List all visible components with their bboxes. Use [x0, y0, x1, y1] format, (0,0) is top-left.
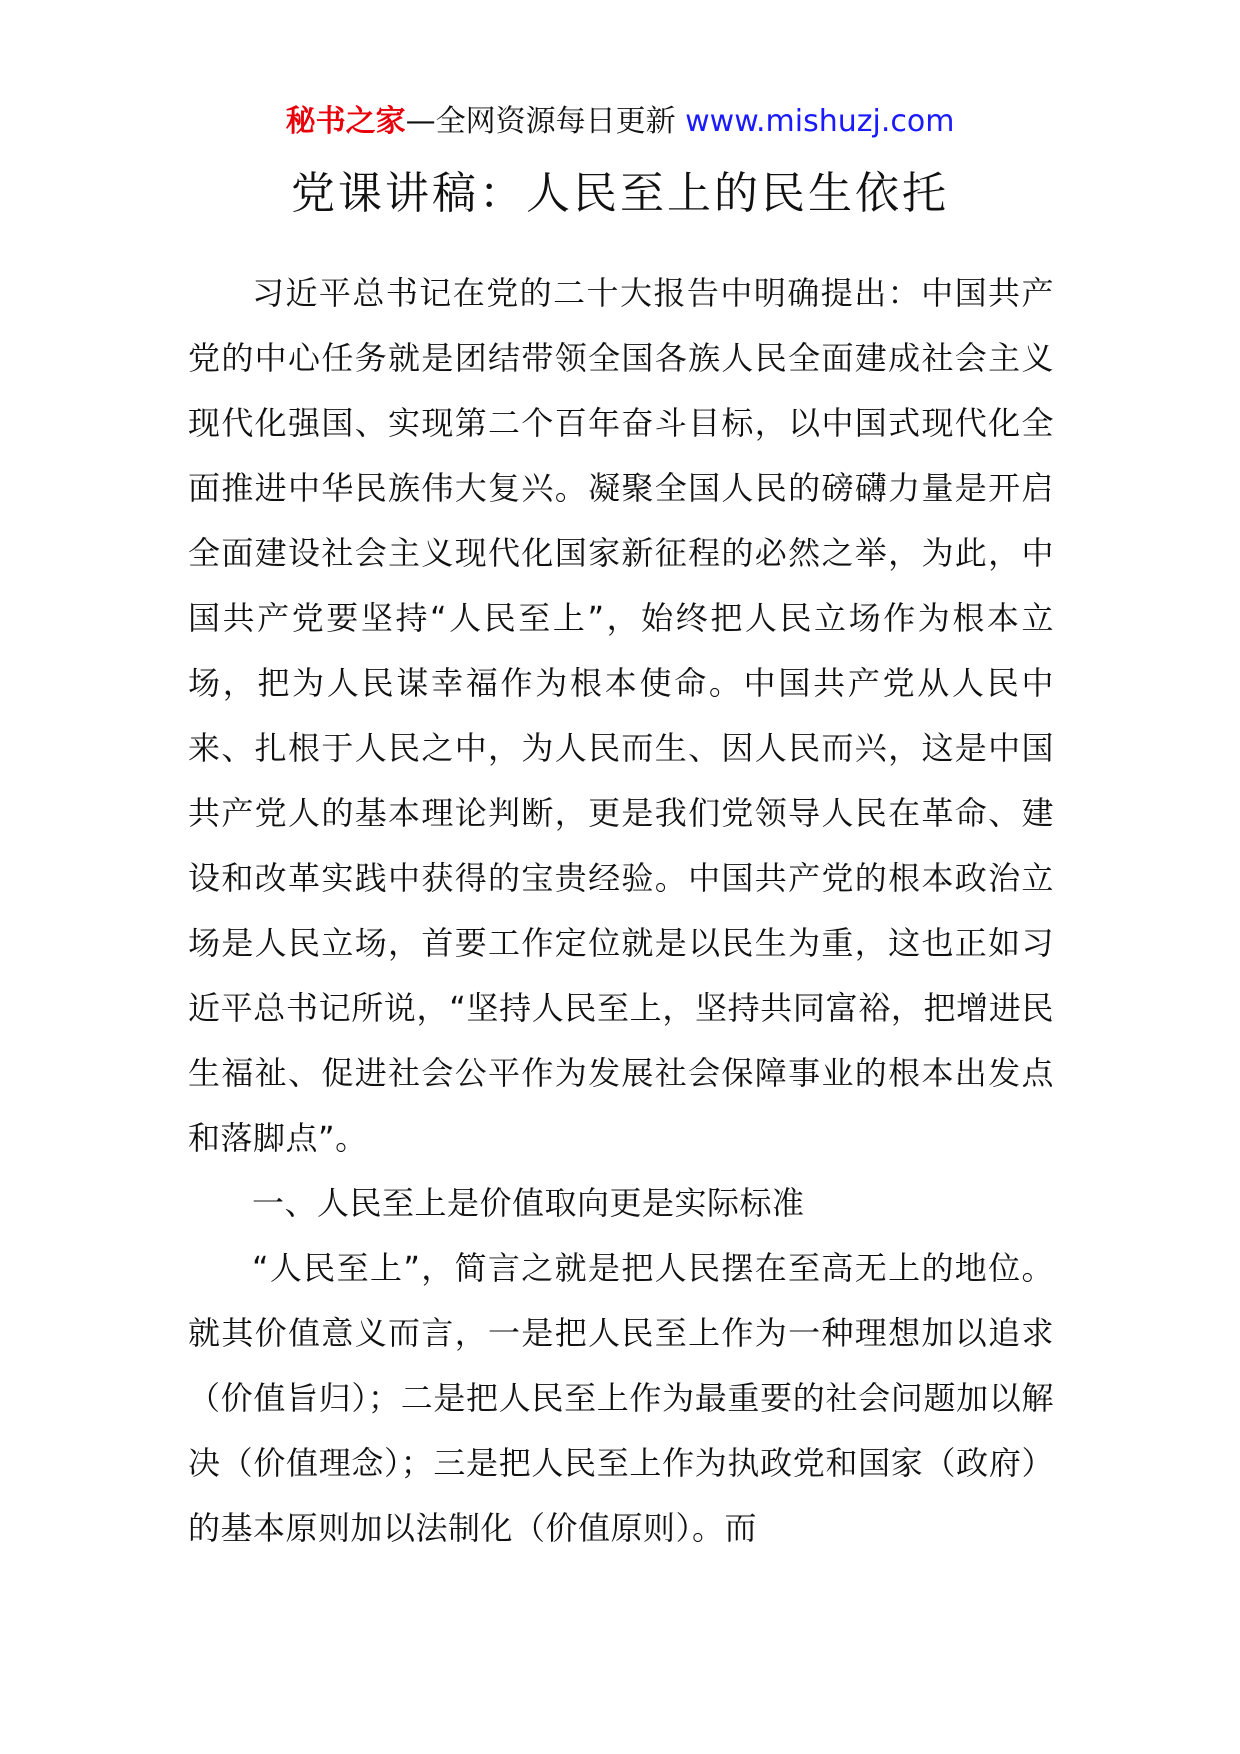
site-url-link[interactable]: www.mishuzj.com — [685, 104, 955, 139]
section-heading-1: 一、人民至上是价值取向更是实际标准 — [252, 1184, 805, 1222]
paragraph-intro: 习近平总书记在党的二十大报告中明确提出：中国共产党的中心任务就是团结带领全国各族人民全面建成社会主义现代化强国、实现第二个百年奋斗目标，以中国式现代化全面推进中华民族伟大复兴。凝聚全国人民的磅礴力量是开启全面建设社会主义现代化国家新征程的必然之举，为此，中国共产党要坚持“人民至上”，始终把人民立场作为根本立场，把为人民谋幸福作为根本使命。中国共产党从人民中来、扎根于人民之中，为人民而生、因人民而兴，这是中国共产党人的基本理论判断，更是我们党领导人民在革命、建设和改革实践中获得的宝贵经验。中国共产党的根本政治立场是人民立场，首要工作定位就是以民生为重，这也正如习近平总书记所说，“坚持人民至上，坚持共同富裕，把增进民生福祉、促进社会公平作为发展社会保障事业的根本出发点和落脚点”。 — [188, 274, 1054, 1157]
paragraph-section-1: “人民至上”，简言之就是把人民摆在至高无上的地位。就其价值意义而言，一是把人民至上作为一种理想加以追求（价值旨归）；二是把人民至上作为最重要的社会问题加以解决（价值理念）；三是把人民至上作为执政党和国家（政府）的基本原则加以法制化（价值原则）。而 — [188, 1249, 1054, 1547]
site-header — [0, 100, 1240, 144]
document-body — [188, 261, 1054, 1561]
site-brand: 秘书之家 — [285, 104, 406, 139]
document-title: 党课讲稿：人民至上的民生依托 — [291, 168, 949, 219]
site-slogan: —全网资源每日更新 — [405, 104, 686, 139]
